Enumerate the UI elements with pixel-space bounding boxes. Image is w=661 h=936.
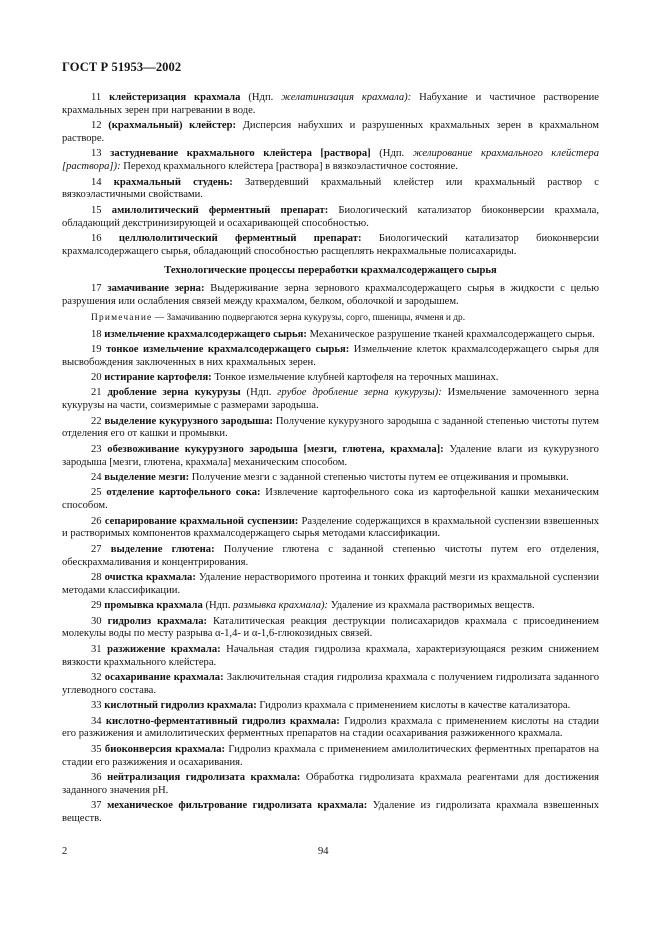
- term-entry: [62, 344, 599, 370]
- entry-definition: Выдерживание зерна зернового крахмалсодержащего сырья в жидкости с целью разрушения или ослабления связей между крахмалом, белком, оболочкой и зародышем.: [62, 283, 599, 308]
- entry-definition: Биологический катализатор биоконверсии крахмала, обладающий декстринизирующей и осахаривающей способностью.: [62, 204, 599, 229]
- entry-number: 34: [91, 715, 102, 727]
- entry-synonym-prefix: (Ндп.: [370, 148, 413, 160]
- entry-number: 15: [91, 204, 102, 216]
- entry-definition: Тонкое измельчение клубней картофеля на терочных машинах.: [211, 372, 499, 384]
- page-number-left: 2: [62, 846, 68, 857]
- entry-number: 20: [91, 372, 102, 384]
- entry-number: 25: [91, 487, 102, 499]
- term-entry: [62, 329, 599, 342]
- entry-number: 23: [91, 443, 102, 455]
- entry-definition: Получение мезги с заданной степенью чистоты путем ее отцеживания и промывки.: [189, 472, 569, 484]
- entry-number: 30: [91, 615, 102, 627]
- entry-number: 14: [91, 176, 102, 188]
- entry-synonym-prefix: (Ндп.: [240, 92, 282, 103]
- entry-definition: Разделение содержащихся в крахмальной суспензии взвешенных и растворимых компонентов крахмалсодержащего сырья методами классификации.: [62, 515, 599, 540]
- entry-definition: Набухание и частичное растворение крахмальных зерен при нагревании в воде.: [62, 92, 599, 116]
- entry-term: целлюлолитический ферментный препарат:: [118, 232, 362, 244]
- entry-number: 35: [91, 743, 102, 755]
- entry-definition: Каталитическая реакция деструкции полисахаридов крахмала с присоединением молекулы воды по месту разрыва α-1,4- и α-1,6-глюкозидных связей.: [62, 615, 599, 640]
- term-entry: [62, 372, 599, 385]
- entry-number: 21: [91, 387, 102, 399]
- entry-number: 22: [91, 415, 102, 427]
- entry-number: 31: [91, 643, 102, 655]
- entries-group-b: [62, 283, 599, 309]
- entry-term: истирание картофеля:: [104, 372, 212, 384]
- entry-number: 11: [91, 92, 102, 103]
- entry-number: 19: [91, 343, 102, 355]
- entry-term: разжижение крахмала:: [107, 643, 221, 655]
- entry-number: 26: [91, 515, 102, 527]
- entry-term: промывка крахмала: [104, 600, 203, 612]
- entries-group-a: [62, 92, 599, 259]
- entry-definition: Начальная стадия гидролиза крахмала, характеризующаяся резким снижением вязкости крахмального клейстера.: [62, 643, 599, 668]
- entry-number: 36: [91, 771, 102, 783]
- term-entry: [62, 177, 599, 203]
- term-entry: [62, 444, 599, 470]
- entry-definition: Заключительная стадия гидролиза крахмала с получением гидролизата заданного углеводного состава.: [62, 671, 599, 696]
- term-entry: [62, 572, 599, 598]
- entry-number: 24: [91, 472, 102, 484]
- entry-definition: Обработка гидролизата крахмала реагентами для достижения заданного значения pH.: [62, 771, 599, 796]
- entry-synonym: размывка крахмала):: [233, 600, 329, 612]
- term-entry: [62, 544, 599, 570]
- entry-term: выделение кукурузного зародыша:: [104, 415, 273, 427]
- entries-group-c: [62, 329, 599, 826]
- entry-term: нейтрализация гидролизата крахмала:: [107, 771, 301, 783]
- term-entry: [62, 387, 599, 413]
- entry-term: кислотно-ферментативный гидролиз крахмала:: [105, 715, 340, 727]
- entry-definition: Механическое разрушение тканей крахмалсодержащего сырья.: [306, 328, 595, 340]
- entry-term: (крахмальный) клейстер:: [108, 120, 237, 132]
- entry-definition: Удаление нерастворимого протеина и тонких фракций мезги из крахмальной суспензии методами классификации.: [62, 572, 599, 596]
- entry-number: 13: [91, 148, 102, 160]
- entry-definition: Извлечение картофельного сока из картофельной кашки механическим способом.: [62, 487, 599, 512]
- entry-term: сепарирование крахмальной суспензии:: [104, 515, 299, 527]
- entry-number: 16: [91, 232, 102, 244]
- entry-number: 17: [91, 283, 102, 295]
- entry-term: осахаривание крахмала:: [104, 671, 224, 683]
- term-entry: [62, 716, 599, 742]
- entry-definition: Получение кукурузного зародыша с заданной степенью чистоты путем отделения его от кашки и промывки.: [62, 415, 599, 440]
- entry-definition: Удаление из крахмала растворимых веществ.: [328, 600, 535, 612]
- entry-number: 29: [91, 600, 102, 612]
- term-entry: [62, 516, 599, 542]
- document-body: [62, 92, 599, 828]
- entry-number: 27: [91, 543, 102, 555]
- entry-term: очистка крахмала:: [104, 572, 196, 583]
- entry-definition: Удаление влаги из кукурузного зародыша [мезги, глютена, крахмала] механическим способом.: [62, 443, 599, 468]
- term-entry: [62, 120, 599, 146]
- entry-synonym-prefix: (Ндп.: [240, 387, 278, 399]
- term-entry: [62, 148, 599, 174]
- entry-number: 37: [91, 800, 102, 812]
- entry-synonym: желатинизация крахмала):: [281, 92, 412, 103]
- entry-term: обезвоживание кукурузного зародыша [мезги, глютена, крахмала]:: [107, 443, 444, 455]
- entry-definition: Дисперсия набухших и разрушенных крахмальных зерен в крахмальном растворе.: [62, 120, 599, 144]
- term-entry: [62, 205, 599, 231]
- term-entry: [62, 744, 599, 770]
- entry-definition: Переход крахмального клейстера [раствора] в вязкоэластичное состояние.: [120, 161, 458, 173]
- entry-definition: Гидролиз крахмала с применением кислоты на стадии его разжижения и амилолитических ферментных препаратов на стадии осахаривания разжиженного крахмала.: [62, 715, 600, 740]
- entry-term: отделение картофельного сока:: [106, 487, 261, 499]
- term-entry: [62, 700, 599, 713]
- entry-definition: Биологический катализатор биоконверсии крахмалсодержащего сырья, обладающий способностью расщеплять некрахмальные полисахариды.: [62, 232, 599, 257]
- term-entry: [62, 600, 599, 613]
- note: [62, 312, 599, 324]
- entry-term: гидролиз крахмала:: [107, 615, 208, 627]
- term-entry: [62, 800, 599, 826]
- entry-definition: Измельчение клеток крахмалсодержащего сырья для высвобождения заключенных в них крахмальных зерен.: [62, 343, 599, 368]
- term-entry: [62, 616, 599, 642]
- note-label: Примечание: [91, 312, 153, 323]
- term-entry: [62, 487, 599, 513]
- entry-term: выделение мезги:: [104, 472, 190, 484]
- entry-synonym-prefix: (Ндп.: [202, 600, 233, 612]
- entry-definition: Получение глютена с заданной степенью чистоты путем его отделения, обескрахмаливания и концентрирования.: [62, 543, 599, 568]
- entry-term: кислотный гидролиз крахмала:: [104, 700, 257, 712]
- entry-definition: Гидролиз крахмала с применением амилолитических ферментных препаратов на стадии его разжижения и осахаривания.: [62, 743, 599, 768]
- term-entry: [62, 644, 599, 670]
- entry-term: биоконверсия крахмала:: [104, 743, 226, 755]
- entry-definition: Затвердевший крахмальный клейстер или крахмальный раствор с вязкоэластичными свойствами.: [62, 176, 599, 201]
- entry-term: механическое фильтрование гидролизата крахмала:: [107, 800, 368, 812]
- entry-number: 18: [91, 328, 102, 340]
- page-number-center: 94: [318, 846, 329, 857]
- term-entry: [62, 472, 599, 485]
- entry-number: 32: [91, 671, 102, 683]
- entry-term: застудневание крахмального клейстера [раствора]: [110, 148, 371, 160]
- term-entry: [62, 772, 599, 798]
- entry-term: клейстеризация крахмала: [109, 92, 241, 103]
- entry-synonym: желирование крахмального клейстера [раствора]):: [62, 148, 599, 173]
- entry-term: дробление зерна кукурузы: [107, 387, 241, 399]
- entry-term: амилолитический ферментный препарат:: [111, 204, 329, 216]
- section-title: Технологические процессы переработки крахмалсодержащего сырья: [164, 264, 497, 276]
- entry-term: измельчение крахмалсодержащего сырья:: [104, 328, 307, 340]
- document-header: ГОСТ Р 51953—2002: [62, 60, 182, 74]
- entry-term: крахмальный студень:: [113, 176, 233, 188]
- term-entry: [62, 416, 599, 442]
- term-entry: [62, 233, 599, 259]
- term-entry: [62, 283, 599, 309]
- entry-term: тонкое измельчение крахмалсодержащего сырья:: [106, 343, 350, 355]
- entry-term: выделение глютена:: [110, 543, 215, 555]
- term-entry: [62, 672, 599, 698]
- entry-term: замачивание зерна:: [107, 283, 205, 295]
- entry-definition: Удаление из гидролизата крахмала взвешенных веществ.: [62, 800, 600, 824]
- entry-definition: Гидролиз крахмала с применением кислоты в качестве катализатора.: [256, 700, 571, 712]
- entry-number: 33: [91, 700, 102, 712]
- term-entry: [62, 92, 599, 118]
- entry-definition: Измельчение замоченного зерна кукурузы на части, соизмеримые с размерами зародыша.: [62, 387, 600, 412]
- entry-synonym: грубое дробление зерна кукурузы):: [277, 387, 442, 399]
- entry-number: 12: [91, 120, 102, 132]
- note-text: — Замачиванию подвергаются зерна кукурузы, сорго, пшеницы, ячменя и др.: [152, 312, 466, 323]
- entry-number: 28: [91, 572, 102, 583]
